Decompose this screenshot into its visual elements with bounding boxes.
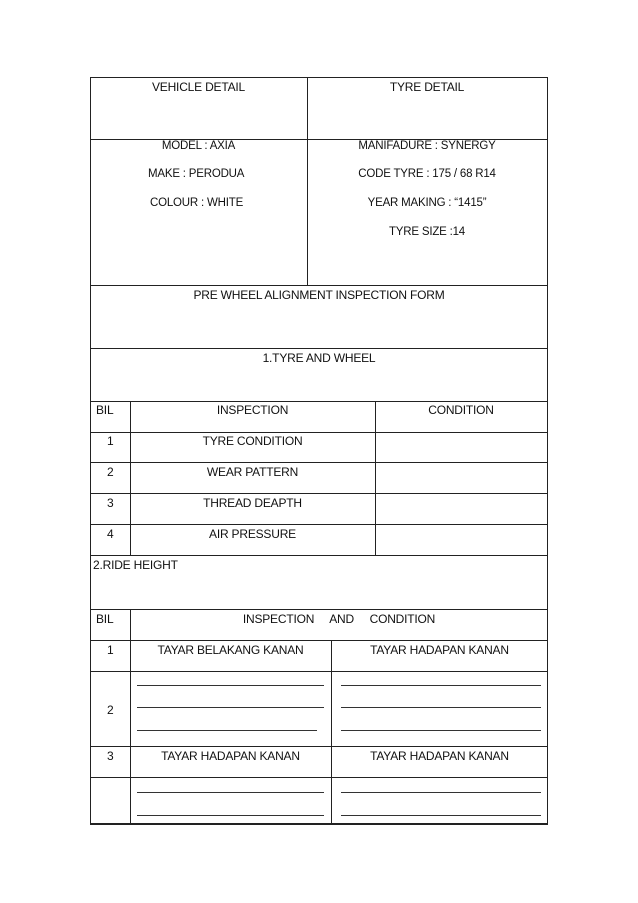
table-border-bottom: [90, 823, 548, 825]
section1-row-inspection: WEAR PATTERN: [206, 465, 299, 479]
fill-in-line[interactable]: [137, 792, 324, 793]
section2-row-right-label: TAYAR HADAPAN KANAN: [370, 749, 509, 763]
section1-row-bil: 4: [107, 527, 114, 541]
section1-row-bil: 1: [107, 434, 114, 448]
fill-in-line[interactable]: [137, 707, 324, 708]
table-border-right: [547, 77, 548, 825]
fill-in-line[interactable]: [341, 730, 541, 731]
section2-col-inspection-condition: INSPECTION AND CONDITION: [242, 612, 436, 626]
section1-row-inspection: THREAD DEAPTH: [203, 496, 302, 510]
tyre-manufacturer: MANIFADURE : SYNERGY: [358, 140, 496, 152]
vehicle-colour: COLOUR : WHITE: [150, 197, 244, 209]
tyre-code: CODE TYRE : 175 / 68 R14: [358, 168, 496, 180]
vehicle-make: MAKE : PERODUA: [148, 168, 245, 180]
row-divider: [90, 401, 548, 402]
row-divider: [90, 555, 548, 556]
section2-row-bil: 2: [107, 703, 114, 717]
fill-in-line[interactable]: [137, 685, 324, 686]
condition-cell[interactable]: [376, 463, 547, 493]
row-divider: [90, 746, 548, 747]
section1-row-inspection: TYRE CONDITION: [202, 434, 303, 448]
bil-column-divider: [130, 609, 131, 824]
section1-row-inspection: AIR PRESSURE: [209, 527, 296, 541]
left-right-column-divider: [331, 640, 332, 824]
fill-in-line[interactable]: [341, 815, 541, 816]
condition-cell[interactable]: [376, 525, 547, 555]
fill-in-line[interactable]: [137, 815, 324, 816]
tyre-size: TYRE SIZE :14: [388, 226, 465, 238]
row-divider: [90, 609, 548, 610]
tyre-detail-heading: TYRE DETAIL: [389, 80, 465, 94]
section2-col-bil: BIL: [96, 612, 114, 626]
section2-row-right-label: TAYAR HADAPAN KANAN: [370, 643, 509, 657]
fill-in-line[interactable]: [341, 707, 541, 708]
section1-row-bil: 3: [107, 496, 114, 510]
section2-row-bil: 1: [107, 643, 114, 657]
condition-cell[interactable]: [376, 494, 547, 524]
row-divider: [90, 671, 548, 672]
table-border-top: [90, 77, 548, 78]
form-title: PRE WHEEL ALIGNMENT INSPECTION FORM: [193, 288, 445, 302]
vehicle-model: MODEL : AXIA: [161, 140, 236, 152]
section1-col-condition: CONDITION: [428, 403, 494, 417]
row-divider: [90, 640, 548, 641]
fill-in-line[interactable]: [341, 792, 541, 793]
row-divider: [90, 777, 548, 778]
vehicle-detail-heading: VEHICLE DETAIL: [151, 80, 245, 94]
fill-in-line[interactable]: [341, 685, 541, 686]
tyre-year: YEAR MAKING : “1415”: [367, 197, 487, 209]
section2-title: 2.RIDE HEIGHT: [93, 558, 178, 572]
row-divider: [90, 285, 548, 286]
section1-row-bil: 2: [107, 465, 114, 479]
section1-col-inspection: INSPECTION: [216, 403, 289, 417]
table-border-left: [90, 77, 91, 825]
row-divider: [90, 348, 548, 349]
section2-row-bil: 3: [107, 749, 114, 763]
section2-row-left-label: TAYAR HADAPAN KANAN: [161, 749, 300, 763]
fill-in-line[interactable]: [137, 730, 317, 731]
section1-title: 1.TYRE AND WHEEL: [262, 351, 376, 365]
section2-row-left-label: TAYAR BELAKANG KANAN: [157, 643, 304, 657]
condition-cell[interactable]: [376, 433, 547, 462]
section1-col-bil: BIL: [96, 403, 114, 417]
detail-column-divider: [307, 77, 308, 285]
